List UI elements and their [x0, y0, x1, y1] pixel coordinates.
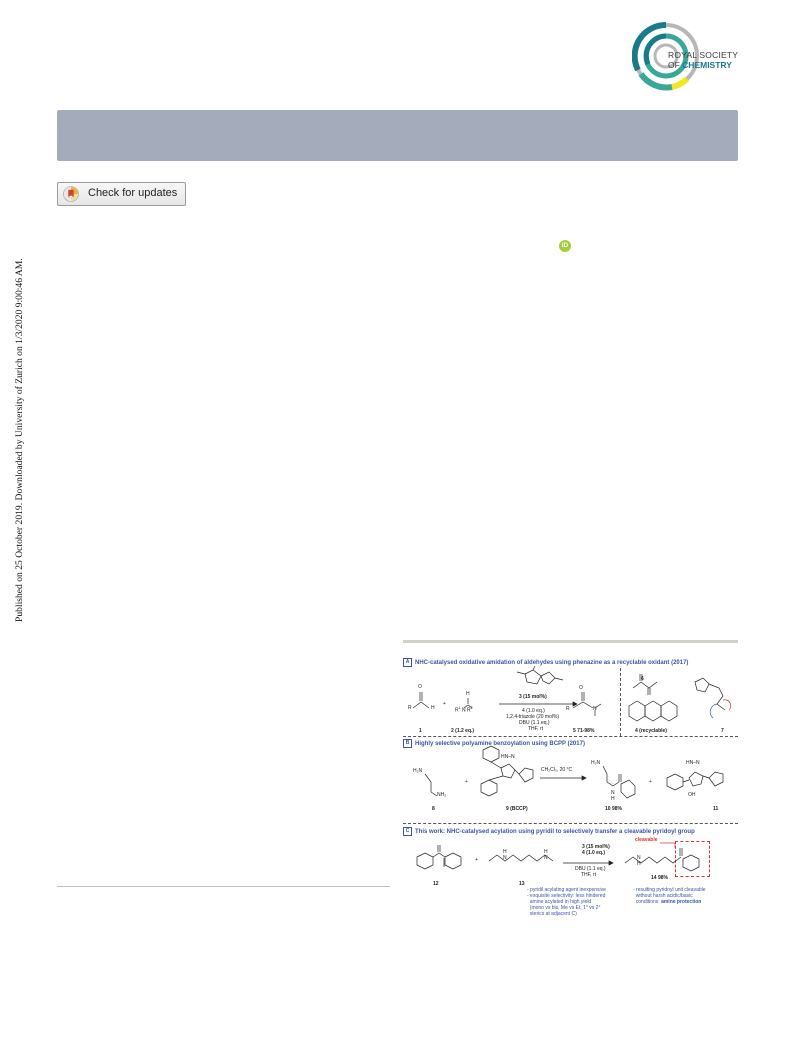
- compound-6-label: 6: [641, 676, 644, 682]
- compound-10-label: 10 98%: [605, 806, 622, 812]
- pyrazole-structure: [663, 766, 737, 798]
- label-O-5: O: [579, 685, 583, 691]
- compound-9-label: 9 (BCCP): [506, 806, 528, 812]
- compound-14-label: 14 98%: [651, 875, 668, 881]
- cond-a-2: 4 (1.0 eq.): [522, 708, 545, 714]
- plus-c: +: [475, 857, 478, 863]
- compound-2-label: 2 (1.2 eq.): [451, 728, 475, 734]
- journal-banner: [57, 110, 738, 161]
- notes-left: [527, 887, 606, 917]
- plus-a: +: [443, 701, 446, 707]
- note-left-5: sterics at adjacent C): [527, 911, 577, 917]
- label-nh-10: N H: [611, 790, 615, 802]
- label-hn-11: HN–N: [686, 760, 700, 766]
- compound-8-label: 8: [432, 806, 435, 812]
- note-right-1: - resulting pyridoyl unit cleavable: [633, 887, 706, 893]
- cond-a-5: THF, rt: [528, 726, 543, 732]
- label-h2n-10: H₂N: [591, 760, 601, 766]
- note-right-2: without harsh acidic/basic: [633, 893, 693, 899]
- logo-line-1: ROYAL SOCIETY: [668, 50, 739, 60]
- label-nh-13a: H N: [503, 849, 507, 861]
- orcid-icon[interactable]: iD: [559, 240, 571, 252]
- compound-11-label: 11: [713, 806, 719, 812]
- section-c-title: C This work: NHC-catalysed acylation using pyridil to selectively transfer a cleavable pyridoyl group: [403, 827, 695, 836]
- notes-right: [633, 887, 706, 905]
- compound-4-label: 4 (recyclable): [635, 728, 667, 734]
- label-nh-14: N H: [637, 855, 641, 867]
- section-b-title: B Highly selective polyamine benzoylation using BCPP (2017): [403, 739, 585, 748]
- logo-line-2: OF CHEMISTRY: [668, 60, 732, 70]
- divider-a: [620, 668, 621, 736]
- scheme-section-b: [403, 736, 738, 816]
- compound-12-label: 12: [433, 881, 439, 887]
- download-notice: Published on 25 October 2019. Downloaded by University of Zurich on 1/3/2020 9:00:46 AM.: [14, 258, 25, 622]
- label-h2n-8: H₂N: [413, 768, 423, 774]
- benzamide-structure: [597, 764, 641, 804]
- label-oh-11: OH: [688, 792, 696, 798]
- cond-c-3: DBU (1.1 eq.): [575, 866, 606, 872]
- cond-c-2: 4 (1.0 eq.): [582, 850, 606, 856]
- reaction-arrow-c: [563, 861, 613, 865]
- check-updates-label: Check for updates: [88, 187, 178, 199]
- section-a-title: A NHC-catalysed oxidative amidation of aldehydes using phenazine as a recyclable oxidant (2017): [403, 658, 688, 667]
- note-left-4: (mono vs bis, Me vs Et, 1° vs 2°: [527, 905, 601, 911]
- note-left-3: amine acylated in high yield: [527, 899, 592, 905]
- cond-a-1: 3 (15 mol%): [519, 694, 547, 700]
- diketone-structure: [631, 670, 667, 696]
- check-for-updates-button[interactable]: [57, 182, 186, 206]
- compound-7-label: 7: [721, 728, 724, 734]
- label-hn-9: HN–N: [501, 754, 515, 760]
- reaction-scheme: [403, 648, 738, 930]
- label-N-5: N: [593, 706, 597, 712]
- plus-b2: +: [649, 779, 652, 785]
- compound-1-label: 1: [419, 728, 422, 734]
- check-updates-icon: [63, 186, 79, 202]
- cond-b-1: CH₂Cl₂, 20 °C: [541, 767, 573, 773]
- plus-b: +: [465, 779, 468, 785]
- label-nh-13b: H N: [544, 849, 548, 861]
- reaction-arrow-b: [540, 776, 586, 780]
- scheme-section-a: [403, 648, 738, 738]
- compound-13-label: 13: [519, 881, 525, 887]
- phenazine-structure: [625, 696, 687, 726]
- amide-structure: [571, 688, 611, 718]
- note-right-3: conditions: amine protection: [633, 899, 702, 905]
- cond-c-4: THF, rt: [581, 872, 596, 878]
- pyridil-structure: [413, 841, 469, 881]
- aldehyde-structure: [411, 670, 441, 715]
- compound-5-label: 5 71-98%: [573, 728, 595, 734]
- note-left-2: - exquisite selectivity: less hindered: [527, 893, 606, 899]
- intermediate-7-structure: [689, 670, 737, 726]
- label-O-1: O: [418, 684, 422, 690]
- rsc-logo-text: [668, 50, 738, 70]
- scheme-section-c: [403, 823, 738, 930]
- cond-a-4: DBU (1.1 eq.): [519, 720, 550, 726]
- nhc-catalyst-structure: [503, 666, 573, 694]
- product-14-structure: [623, 845, 707, 875]
- label-R-5: R: [566, 706, 570, 712]
- cond-a-3: 1,2,4-triazole (20 mol%): [506, 714, 560, 720]
- scheme-top-rule: [403, 640, 738, 643]
- label-H-2: H: [466, 691, 470, 697]
- label-R1-2: $R^1$ N $R^2$: [455, 706, 473, 714]
- label-nh2-8: NH₂: [437, 792, 447, 798]
- cond-c-1: 3 (15 mol%): [582, 844, 610, 850]
- label-R-1: R: [408, 705, 412, 711]
- cleavable-label: cleavable: [635, 837, 658, 843]
- label-H-1: H: [431, 705, 435, 711]
- note-left-1: - pyridil acylating agent inexpensive: [527, 887, 606, 893]
- footnote-rule: [57, 886, 390, 887]
